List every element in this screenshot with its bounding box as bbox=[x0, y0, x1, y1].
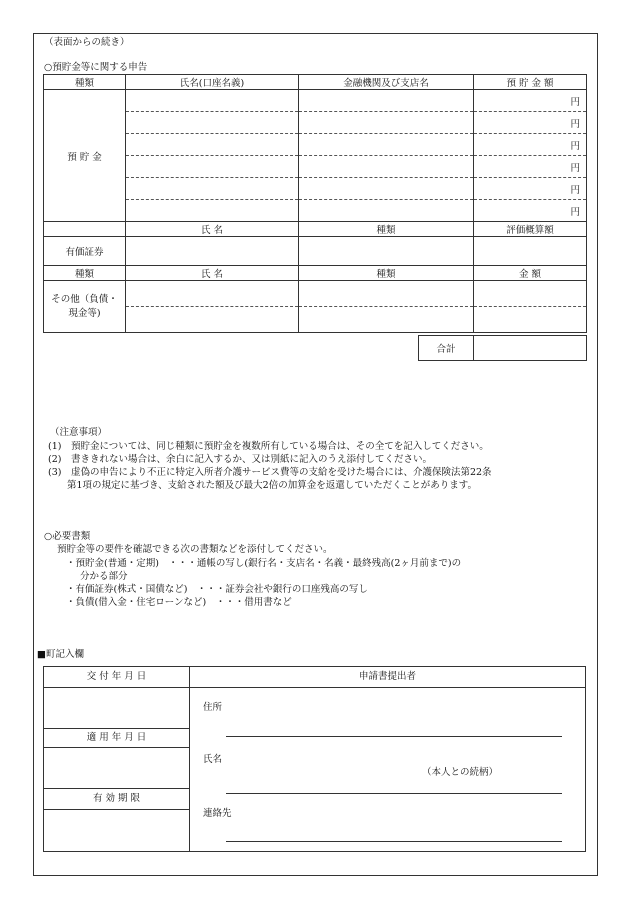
deposit-amount-cell[interactable]: 円 bbox=[474, 90, 587, 112]
deposit-label: 預 貯 金 bbox=[44, 90, 126, 222]
col-bank: 金融機関及び支店名 bbox=[299, 75, 474, 90]
total-amount-cell[interactable] bbox=[474, 336, 587, 361]
deposit-amount-cell[interactable]: 円 bbox=[474, 178, 587, 200]
total-table bbox=[418, 335, 587, 361]
note-item-1: (1) 預貯金については、同じ種類に預貯金を複数所有している場合は、その全てを記入してください。 bbox=[48, 441, 489, 452]
sec-col-name: 氏 名 bbox=[126, 222, 299, 237]
deposit-name-cell[interactable] bbox=[126, 200, 299, 222]
required-docs-intro: 預貯金等の要件を確認できる次の書類などを添付してください。 bbox=[57, 544, 333, 555]
continuation-note: （表面からの続き） bbox=[44, 37, 130, 48]
relation-label: （本人との続柄） bbox=[422, 767, 499, 778]
deposit-bank-cell[interactable] bbox=[299, 178, 474, 200]
securities-blank-cell bbox=[44, 222, 126, 237]
deposit-amount-cell[interactable]: 円 bbox=[474, 134, 587, 156]
deposit-amount-cell[interactable]: 円 bbox=[474, 112, 587, 134]
sec-col-kind: 種類 bbox=[299, 222, 474, 237]
deposit-table bbox=[43, 74, 587, 333]
securities-value-cell[interactable] bbox=[474, 237, 587, 266]
name-line[interactable] bbox=[226, 793, 562, 794]
oth-col-kind: 種類 bbox=[299, 266, 474, 281]
note-item-2: (2) 書ききれない場合は、余白に記入するか、又は別紙に記入のうえ添付してください。 bbox=[48, 454, 432, 465]
required-docs-heading: ○必要書類 bbox=[44, 531, 91, 542]
deposit-bank-cell[interactable] bbox=[299, 200, 474, 222]
validity-field[interactable] bbox=[44, 810, 189, 850]
address-line[interactable] bbox=[226, 736, 562, 737]
other-kind-cell[interactable] bbox=[299, 307, 474, 333]
note-item-3: (3) 虚偽の申告により不正に特定入所者介護サービス費等の支給を受けた場合には、介護保険法第22条 bbox=[48, 467, 492, 478]
town-left-column bbox=[44, 667, 190, 851]
required-docs-line-1: ・預貯金(普通・定期) ・・・通帳の写し(銀行名・支店名・名義・最終残高(2ヶ月前まで)の bbox=[66, 558, 462, 569]
securities-name-cell[interactable] bbox=[126, 237, 299, 266]
deposit-name-cell[interactable] bbox=[126, 112, 299, 134]
deposit-section-heading: ○預貯金等に関する申告 bbox=[44, 62, 148, 73]
securities-label: 有価証券 bbox=[44, 237, 126, 266]
town-section-heading: ■町記入欄 bbox=[37, 649, 84, 660]
col-name: 氏名(口座名義) bbox=[126, 75, 299, 90]
deposit-name-cell[interactable] bbox=[126, 90, 299, 112]
apply-date-label: 適 用 年 月 日 bbox=[44, 728, 189, 748]
deposit-name-cell[interactable] bbox=[126, 134, 299, 156]
deposit-name-cell[interactable] bbox=[126, 156, 299, 178]
deposit-bank-cell[interactable] bbox=[299, 156, 474, 178]
other-kind-cell[interactable] bbox=[299, 281, 474, 307]
deposit-amount-cell[interactable]: 円 bbox=[474, 156, 587, 178]
other-amount-cell[interactable] bbox=[474, 307, 587, 333]
contact-label: 連絡先 bbox=[203, 808, 232, 819]
total-label: 合計 bbox=[419, 336, 474, 361]
address-label: 住所 bbox=[203, 702, 223, 713]
note-item-4: 第1項の規定に基づき、支給された額及び最大2倍の加算金を返還していただくことがあります。 bbox=[48, 480, 477, 491]
oth-col-name: 氏 名 bbox=[126, 266, 299, 281]
other-amount-cell[interactable] bbox=[474, 281, 587, 307]
col-type: 種類 bbox=[44, 75, 126, 90]
contact-line[interactable] bbox=[226, 841, 562, 842]
other-name-cell[interactable] bbox=[126, 307, 299, 333]
oth-col-type: 種類 bbox=[44, 266, 126, 281]
town-entry-box bbox=[43, 666, 586, 852]
required-docs-line-3: ・有価証券(株式・国債など) ・・・証券会社や銀行の口座残高の写し bbox=[66, 584, 368, 595]
issue-date-label: 交 付 年 月 日 bbox=[44, 667, 189, 688]
securities-kind-cell[interactable] bbox=[299, 237, 474, 266]
oth-col-amount: 金 額 bbox=[474, 266, 587, 281]
notes-heading: （注意事項） bbox=[50, 427, 108, 438]
issue-date-field[interactable] bbox=[44, 688, 189, 728]
other-label: その他（負債・ 現金等) bbox=[44, 281, 126, 333]
deposit-bank-cell[interactable] bbox=[299, 134, 474, 156]
apply-date-field[interactable] bbox=[44, 748, 189, 788]
other-name-cell[interactable] bbox=[126, 281, 299, 307]
deposit-amount-cell[interactable]: 円 bbox=[474, 200, 587, 222]
applicant-label: 申請書提出者 bbox=[190, 667, 585, 688]
deposit-bank-cell[interactable] bbox=[299, 112, 474, 134]
validity-label: 有 効 期 限 bbox=[44, 788, 189, 810]
required-docs-line-4: ・負債(借入金・住宅ローンなど) ・・・借用書など bbox=[66, 597, 292, 608]
name-label: 氏名 bbox=[203, 754, 223, 765]
required-docs-line-2: 分かる部分 bbox=[80, 571, 128, 582]
sec-col-value: 評価概算額 bbox=[474, 222, 587, 237]
deposit-name-cell[interactable] bbox=[126, 178, 299, 200]
deposit-bank-cell[interactable] bbox=[299, 90, 474, 112]
col-amount: 預 貯 金 額 bbox=[474, 75, 587, 90]
